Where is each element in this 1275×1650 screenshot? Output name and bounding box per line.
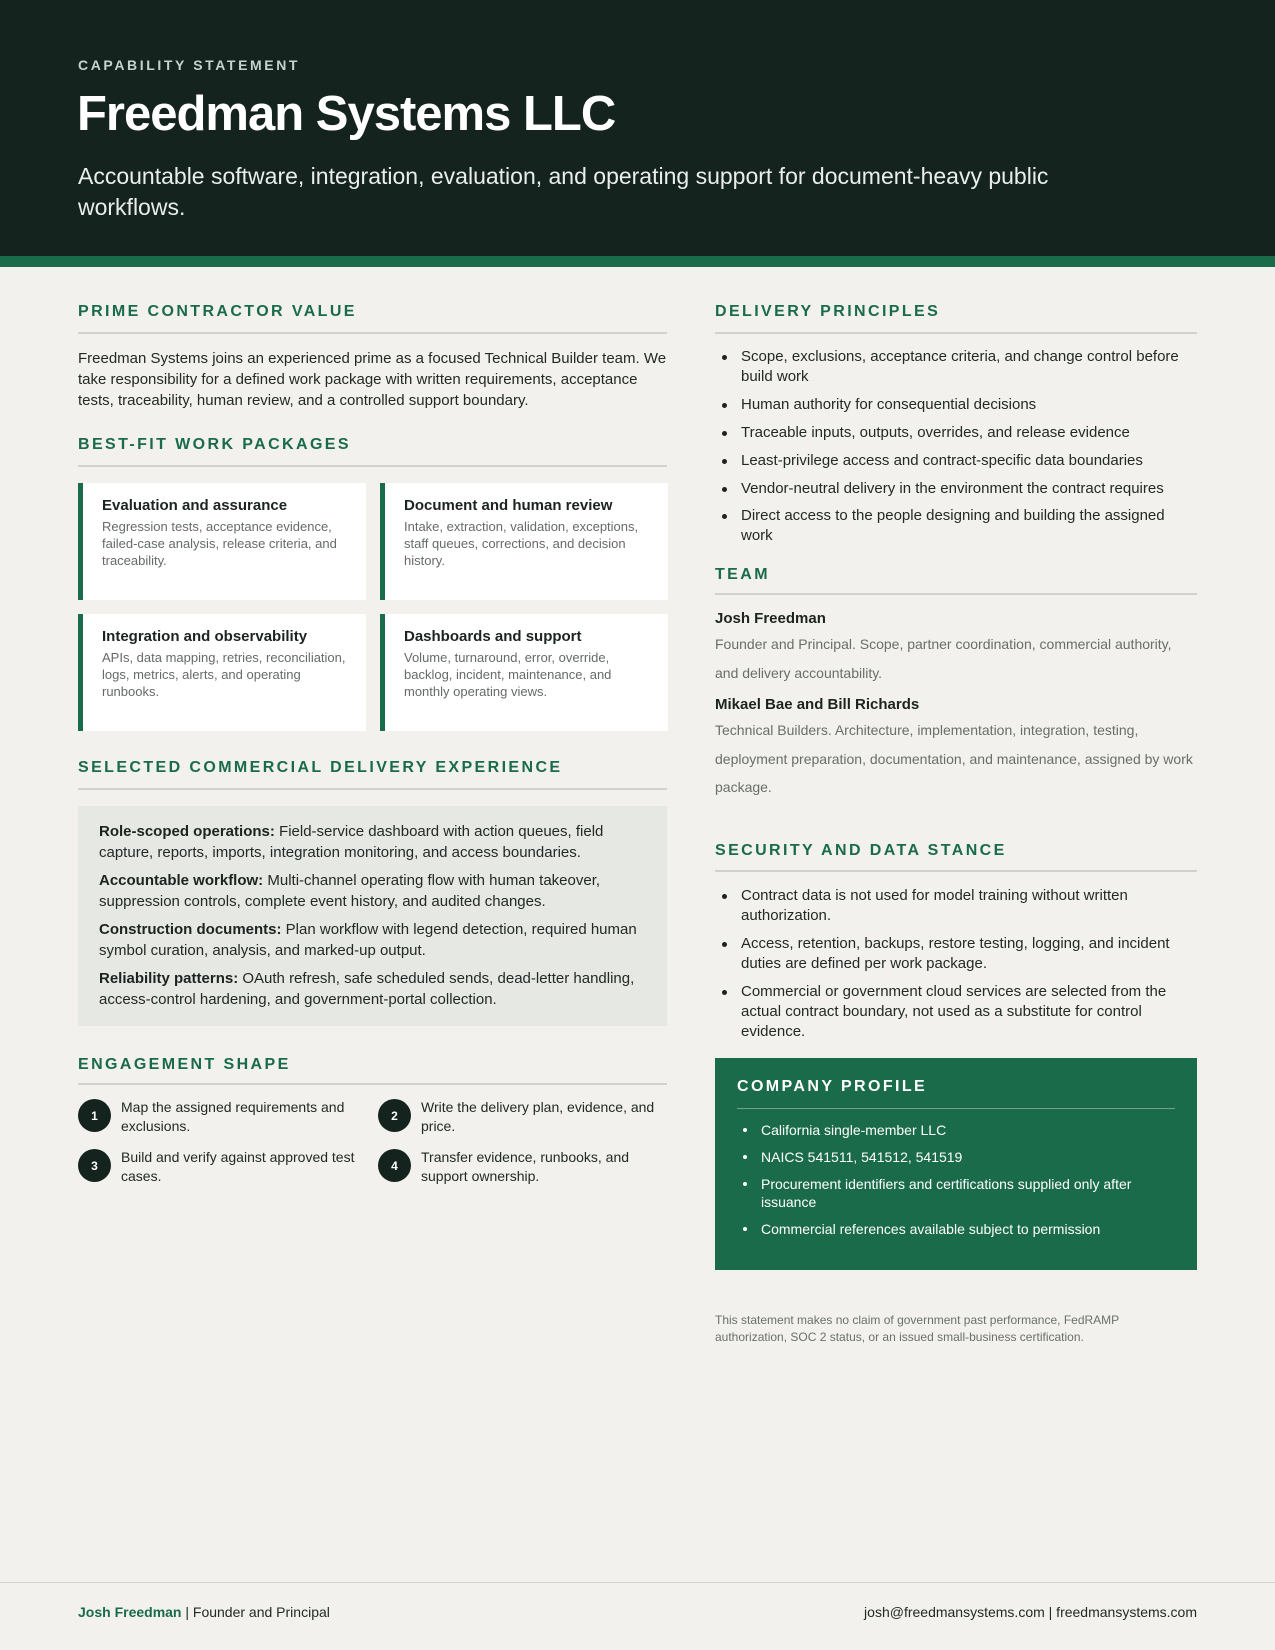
team-member-name: Josh Freedman xyxy=(715,610,826,627)
step-text: Map the assigned requirements and exclusions. xyxy=(121,1099,345,1134)
principles-list xyxy=(715,347,1197,546)
divider xyxy=(78,465,667,467)
experience-item xyxy=(99,821,646,863)
company-name: Freedman Systems LLC xyxy=(77,87,616,141)
step-number-badge: 4 xyxy=(378,1149,411,1182)
list-item: Commercial references available subject to permission xyxy=(737,1220,1175,1238)
document-type-label: CAPABILITY STATEMENT xyxy=(78,57,301,73)
card-title: Document and human review xyxy=(404,497,613,514)
experience-label: Accountable workflow: xyxy=(99,872,264,889)
security-list xyxy=(715,886,1197,1042)
step-number-badge: 2 xyxy=(378,1099,411,1132)
engagement-step xyxy=(78,1148,368,1186)
footer-role: | Founder and Principal xyxy=(181,1604,330,1620)
footer-contact-name xyxy=(78,1604,330,1620)
footer-contact-links[interactable]: josh@freedmansystems.com | freedmansystems.com xyxy=(864,1604,1197,1620)
header-banner xyxy=(0,0,1275,256)
engagement-step xyxy=(78,1098,368,1136)
team-member-description: Technical Builders. Architecture, implementation, integration, testing, deployment preparation, documentation, and maintenance, assigned by work package. xyxy=(715,722,1193,795)
principles-heading: DELIVERY PRINCIPLES xyxy=(715,303,941,320)
work-package-card xyxy=(78,483,366,600)
footer-name: Josh Freedman xyxy=(78,1604,182,1620)
divider xyxy=(78,788,667,790)
divider xyxy=(715,593,1197,595)
step-number-badge: 1 xyxy=(78,1099,111,1132)
team-heading: TEAM xyxy=(715,566,770,583)
profile-heading: COMPANY PROFILE xyxy=(737,1078,928,1095)
divider xyxy=(715,870,1197,872)
work-packages-heading: BEST-FIT WORK PACKAGES xyxy=(78,436,351,453)
list-item: Least-privilege access and contract-specific data boundaries xyxy=(715,451,1197,471)
engagement-step xyxy=(378,1098,668,1136)
card-description: Intake, extraction, validation, exceptions, staff queues, corrections, and decision history. xyxy=(404,519,639,568)
list-item: Scope, exclusions, acceptance criteria, and change control before build work xyxy=(715,347,1197,387)
card-title: Evaluation and assurance xyxy=(102,497,288,514)
experience-item xyxy=(99,968,646,1010)
list-item: Contract data is not used for model training without written authorization. xyxy=(715,886,1197,926)
list-item: Commercial or government cloud services are selected from the actual contract boundary, not used as a substitute for control evidence. xyxy=(715,982,1197,1042)
step-text: Write the delivery plan, evidence, and price. xyxy=(421,1099,655,1134)
engagement-step xyxy=(378,1148,668,1186)
experience-box xyxy=(78,806,667,1026)
engagement-heading: ENGAGEMENT SHAPE xyxy=(78,1056,291,1073)
list-item: Procurement identifiers and certifications supplied only after issuance xyxy=(737,1175,1175,1211)
experience-label: Construction documents: xyxy=(99,921,282,938)
experience-text: OAuth refresh, safe scheduled sends, dead-letter handling, access-control hardening, and government-portal collection. xyxy=(99,970,635,1008)
card-title: Integration and observability xyxy=(102,628,308,645)
team-member-name: Mikael Bae and Bill Richards xyxy=(715,696,920,713)
list-item: NAICS 541511, 541512, 541519 xyxy=(737,1148,1175,1166)
disclaimer-note: This statement makes no claim of government past performance, FedRAMP authorization, SOC 2 status, or an issued small-business certification. xyxy=(715,1313,1119,1344)
list-item: Traceable inputs, outputs, overrides, and release evidence xyxy=(715,423,1197,443)
header-accent-bar xyxy=(0,256,1275,267)
divider xyxy=(737,1108,1175,1109)
experience-item xyxy=(99,870,646,912)
list-item: Human authority for consequential decisions xyxy=(715,395,1197,415)
experience-label: Reliability patterns: xyxy=(99,970,239,987)
card-description: APIs, data mapping, retries, reconciliation, logs, metrics, alerts, and operating runbooks. xyxy=(102,650,346,699)
step-number-badge: 3 xyxy=(78,1149,111,1182)
step-text: Build and verify against approved test cases. xyxy=(121,1149,355,1184)
list-item: Vendor-neutral delivery in the environment the contract requires xyxy=(715,479,1197,499)
company-profile-box xyxy=(715,1058,1197,1270)
experience-item xyxy=(99,919,646,961)
team-member-description: Founder and Principal. Scope, partner coordination, commercial authority, and delivery accountability. xyxy=(715,636,1172,681)
list-item: California single-member LLC xyxy=(737,1121,1175,1139)
card-description: Regression tests, acceptance evidence, failed-case analysis, release criteria, and traceability. xyxy=(102,519,337,568)
work-package-card xyxy=(78,614,366,731)
prime-value-heading: PRIME CONTRACTOR VALUE xyxy=(78,303,357,320)
experience-text: Field-service dashboard with action queues, field capture, reports, imports, integration monitoring, and access boundaries. xyxy=(99,823,604,861)
divider xyxy=(78,1083,667,1085)
prime-value-text: Freedman Systems joins an experienced prime as a focused Technical Builder team. We take responsibility for a defined work package with written requirements, acceptance tests, traceability, human review, and a controlled support boundary. xyxy=(78,350,667,409)
experience-label: Role-scoped operations: xyxy=(99,823,275,840)
experience-text: Multi-channel operating flow with human takeover, suppression controls, complete event history, and audited changes. xyxy=(99,872,601,910)
divider xyxy=(78,332,667,334)
list-item: Direct access to the people designing and building the assigned work xyxy=(715,506,1197,546)
company-tagline: Accountable software, integration, evaluation, and operating support for document-heavy public workflows. xyxy=(78,163,1049,220)
experience-text: Plan workflow with legend detection, required human symbol curation, analysis, and marked-up output. xyxy=(99,921,637,959)
footer-divider xyxy=(0,1582,1275,1583)
security-heading: SECURITY AND DATA STANCE xyxy=(715,842,1007,859)
list-item: Access, retention, backups, restore testing, logging, and incident duties are defined per work package. xyxy=(715,934,1197,974)
profile-list xyxy=(737,1121,1175,1238)
work-package-card xyxy=(380,483,668,600)
experience-heading: SELECTED COMMERCIAL DELIVERY EXPERIENCE xyxy=(78,759,563,776)
divider xyxy=(715,332,1197,334)
work-package-card xyxy=(380,614,668,731)
card-title: Dashboards and support xyxy=(404,628,582,645)
card-description: Volume, turnaround, error, override, backlog, incident, maintenance, and monthly operating views. xyxy=(404,650,612,699)
step-text: Transfer evidence, runbooks, and support ownership. xyxy=(421,1149,630,1184)
